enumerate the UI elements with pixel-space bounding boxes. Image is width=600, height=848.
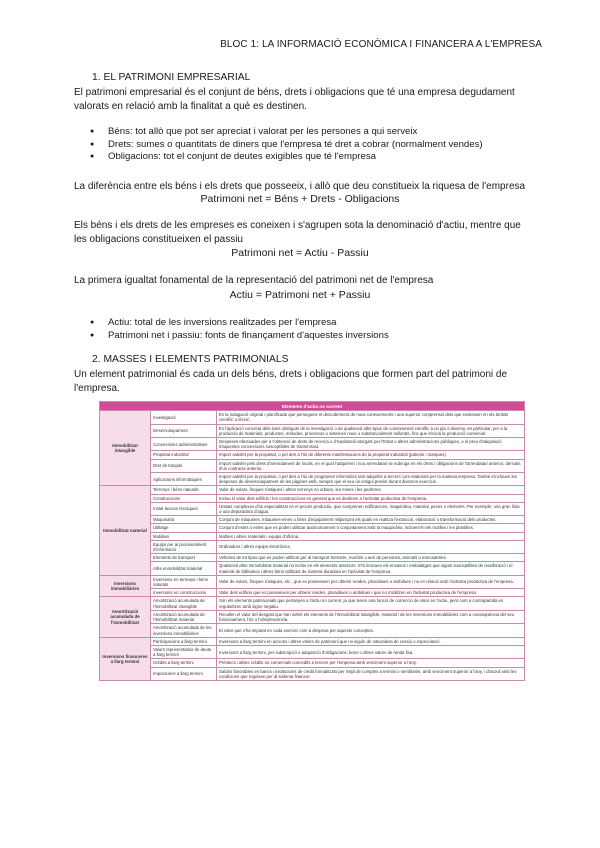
table-row <box>100 494 525 502</box>
table-row <box>100 589 525 597</box>
element-name: Inversions en construccions <box>151 589 217 597</box>
element-description: Unitats complexes d'ús especialitzat en el procés productiu, que comprenen edificacions, maquinària, material, peces o elements. Per exemple, una gran línia o una depuradora d'aigua. <box>217 502 525 515</box>
element-description: És la indagació original i planificada que persegueix el descobriment de nous coneixements i una superior comprensió dels que existeixen en els àmbits científic o tècnic. <box>217 411 525 424</box>
elements-actiu-table <box>99 401 525 681</box>
formula-patrimoni-2: Patrimoni net = Actiu - Passiu <box>231 247 369 259</box>
table-row <box>100 532 525 540</box>
element-description: Conjunt de màquines, màquines-eines o béns d'equipament mitjançant els quals es realitza l'extracció, elaboració o transformació dels productes. <box>217 516 525 524</box>
element-name: Concessions administratives <box>151 438 217 451</box>
element-description: Són els elements patrimonials que pertanyen a l'actiu no corrent, ja que tenen una funció de correcció de valor en l'actiu, però com a contrapartida es regularitzen amb signe negatiu. <box>217 597 525 610</box>
table-row <box>100 451 525 459</box>
table-row <box>100 516 525 524</box>
table-row <box>100 486 525 494</box>
table-row <box>100 597 525 610</box>
element-name: Valors representatius de deute a llarg termini <box>151 645 217 658</box>
element-description: Recullen el valor del desgast que han sofert els elements de l'immobilitzat intangible, material i de les inversions immobiliàries com a conseqüència del seu funcionament, l'ús o l'obsolescència. <box>217 610 525 623</box>
bullet-obligacions: ● Obligacions: tot el conjunt de deutes exigibles que té l'empresa <box>90 151 483 164</box>
table-row <box>100 624 525 637</box>
paragraph-riquesa: La diferència entre els béns i els drets que posseeix, i allò que deu constitueix la riquesa de l'empresa <box>74 181 526 192</box>
element-name: Terrenys i béns naturals <box>151 486 217 494</box>
table-row <box>100 562 525 575</box>
paragraph-actiu-passiu: Els béns i els drets de les empreses es coneixen i s'agrupen sota la denominació d'actiu, mentre que les obligacions constitueixen el passiu <box>74 220 521 245</box>
element-name: Altre immobilitzat material <box>151 562 217 575</box>
element-description: Saldos favorables en bancs i institucions de crèdit formalitzats per mitjà de comptes a termini o semblants, amb venciment superior a l'any, i d'acord amb les condicions que regeixen per al sistema financer. <box>217 667 525 680</box>
element-name: Elements de transport <box>151 554 217 562</box>
element-description: Valor de solars, finques rústiques, etc., que es posseeixen per obtenir rendes, plusvàlues o ambdues i no en relació amb l'activitat productiva de l'empresa. <box>217 575 525 588</box>
element-name: Dret de traspàs <box>151 459 217 472</box>
element-description: Import satisfet per la propietat, o pel dret a l'ús de programes informàtics tant adquirits a tercers com elaborats per la mateixa empresa. També s'inclouen les despeses de desenvolupament de les pàgines web, sempre que el seu ús estigui previst durant diversos exercicis. <box>217 473 525 486</box>
table-row <box>100 659 525 667</box>
element-name: Construccions <box>151 494 217 502</box>
table-row <box>100 645 525 658</box>
element-description: Préstecs i altres crèdits no comercials concedits a tercers per l'empresa amb venciment superior a l'any. <box>217 659 525 667</box>
element-name: Propietat industrial <box>151 451 217 459</box>
group-name: Inversions financeres a llarg termini <box>100 637 151 680</box>
element-name: Amortització acumulada de l'immobilitzat material <box>151 610 217 623</box>
element-name: Aplicacions informàtiques <box>151 473 217 486</box>
section-2-heading: 2. MASSES I ELEMENTS PATRIMONIALS <box>92 354 289 365</box>
bullet-patrimoni-net: ● Patrimoni net i passiu: fonts de finançament d'aquestes inversions <box>90 330 389 343</box>
element-name: Amortització acumulada de l'immobilitzat intangible <box>151 597 217 610</box>
element-description: Ordinadors i altres equips electrònics. <box>217 540 525 553</box>
table-row <box>100 554 525 562</box>
table-row <box>100 411 525 424</box>
element-description: Import satisfet per la propietat, o pel dret a l'ús de diferents manifestacions de la propietat industrial (patents i marques). <box>217 451 525 459</box>
element-description: Inversions a llarg termini, per subscripció o adquisició d'obligacions, bons o altres valors de renda fixa. <box>217 645 525 658</box>
element-description: Import satisfet pels drets d'arrendament de locals, en el qual l'adquirent i nou arrendatari se subroga en els drets i obligacions de l'arrendatari anterior, derivats d'un contracte anterior. <box>217 459 525 472</box>
element-name: Equips per al processament d'informació <box>151 540 217 553</box>
element-description: El valor que s'ha imputat en cada exercici com a despesa per aquests conceptes. <box>217 624 525 637</box>
element-description: Valor dels edificis que es posseeixen per obtenir rendes, plusvàlues o ambdues i que no s'utilitzen en l'activitat productiva de l'empresa. <box>217 589 525 597</box>
element-description: Inclou el valor dels edificis i les construccions en general que es destinen a l'activitat productiva de l'empresa. <box>217 494 525 502</box>
element-description: Mobles i altres materials i equips d'oficina. <box>217 532 525 540</box>
section-1-intro: El patrimoni empresarial és el conjunt de béns, drets i obligacions que té una empresa degudament valorats en relació amb la finalitat a què es destinen. <box>74 87 515 112</box>
group-name: Inversions immobiliàries <box>100 575 151 597</box>
element-name: Investigació <box>151 411 217 424</box>
paragraph-igualtat: La primera igualtat fonamental de la representació del patrimoni net de l'empresa <box>74 275 434 286</box>
element-name: Participacions a llarg termini <box>151 637 217 645</box>
element-description: Despeses efectuades per a l'obtenció de drets de recerca o d'explotació atorgats per l'Estat o altres administracions públiques, o el preu d'adquisició d'aquestes concessions susceptibles de transmissió. <box>217 438 525 451</box>
element-description: Conjunt d'estris o eines que es poden utilitzar autònomament o conjuntament amb la maquinària, incloent-hi els motlles i les plantilles. <box>217 524 525 532</box>
element-name: Maquinària <box>151 516 217 524</box>
section-1-bullets <box>90 126 483 164</box>
formula-actiu: Actiu = Patrimoni net + Passiu <box>229 289 371 301</box>
table-row <box>100 524 525 532</box>
table-row <box>100 459 525 472</box>
table-row <box>100 610 525 623</box>
section-1-bullets-2 <box>90 317 389 342</box>
table-row <box>100 637 525 645</box>
element-name: Desenvolupament <box>151 424 217 437</box>
table-row <box>100 473 525 486</box>
element-description: Valor de solars, finques rústiques i altres terrenys no urbans, les mines i les pedreres. <box>217 486 525 494</box>
element-description: Inversions a llarg termini en accions i altres valors de patrimoni que no siguin de naturalesa de cessió o especulació. <box>217 637 525 645</box>
bullet-actiu: ● Actiu: total de les inversions realitzades per l'empresa <box>90 317 389 330</box>
page-header: BLOC 1: LA INFORMACIÓ ECONÒMICA I FINANCERA A L'EMPRESA <box>220 39 542 50</box>
element-name: Instal·lacions tècniques <box>151 502 217 515</box>
table-row <box>100 575 525 588</box>
section-2-intro: Un element patrimonial és cada un dels béns, drets i obligacions que formen part del patrimoni de l'empresa. <box>74 369 508 394</box>
element-description: És l'aplicació concreta dels èxits obtinguts de la investigació o de qualsevol altre tipus de coneixement científic a un pla o disseny, en particular, per a la producció de materials, productes, mètodes, processos o sistemes nous o substancialment millorats, fins que s'inicia la producció comercial. <box>217 424 525 437</box>
element-name: Mobiliari <box>151 532 217 540</box>
element-name: Utillatge <box>151 524 217 532</box>
group-name: Immobilitzat intangible <box>100 411 151 486</box>
section-1-heading: 1. EL PATRIMONI EMPRESARIAL <box>92 72 251 83</box>
element-description: Vehicles de tot tipus que es poden utilitzar per al transport terrestre, marítim o aeri de persones, animals o mercaderies. <box>217 554 525 562</box>
element-name: Imposicions a llarg termini <box>151 667 217 680</box>
table-row <box>100 424 525 437</box>
element-name: Crèdits a llarg termini <box>151 659 217 667</box>
table-row <box>100 667 525 680</box>
bullet-bens: ● Béns: tot allò que pot ser apreciat i valorat per les persones a qui serveix <box>90 126 483 139</box>
element-name: Amortització acumulada de les inversions immobiliàries <box>151 624 217 637</box>
bullet-drets: ● Drets: sumes o quantitats de diners que l'empresa té dret a cobrar (normalment vendes) <box>90 139 483 152</box>
table-row <box>100 540 525 553</box>
table-row <box>100 438 525 451</box>
group-name: Amortització acumulada de l'immobilitzat <box>100 597 151 637</box>
table-title: Elements d'actiu no corrent <box>100 402 525 411</box>
formula-patrimoni-1: Patrimoni net = Béns + Drets - Obligacions <box>200 193 400 205</box>
table-row <box>100 502 525 515</box>
element-description: Qualsevol altre immobilitzat material no inclòs en els elements anteriors. S'hi inclouen els envasos i embalatges que siguin susceptibles de reutilització i el material de biblioteca i altres béns utilitzats de manera duradora en l'activitat de l'empresa. <box>217 562 525 575</box>
group-name: Immobilitzat material <box>100 486 151 575</box>
element-name: Inversions en terrenys i béns naturals <box>151 575 217 588</box>
